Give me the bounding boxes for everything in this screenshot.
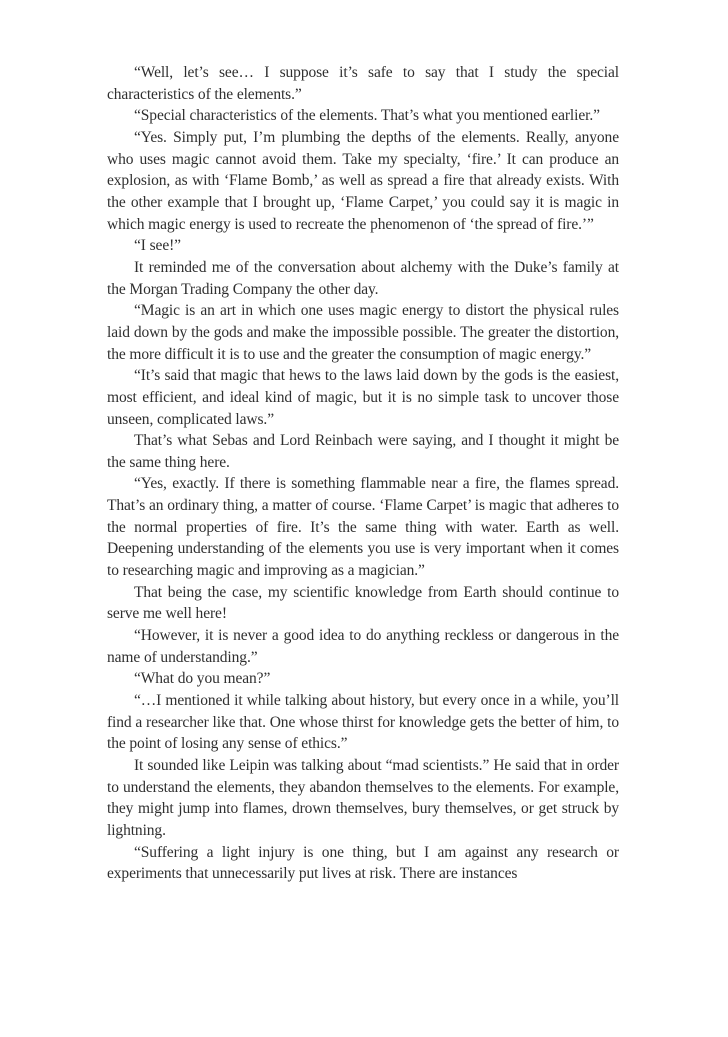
paragraph: It reminded me of the conversation about alchemy with the Duke’s family at the Morgan Trading Company the other day.: [107, 258, 619, 298]
paragraph: “Yes, exactly. If there is something flammable near a fire, the flames spread. That’s an ordinary thing, a matter of course. ‘Flame Carpet’ is magic that adheres to the normal properties of fire. It’s the same thing with water. Earth as well. Deepening understanding of the elements you use is very important when it comes to researching magic and improving as a magician.”: [107, 475, 619, 580]
page-text: [107, 62, 619, 885]
paragraph: That’s what Sebas and Lord Reinbach were saying, and I thought it might be the same thing here.: [107, 432, 619, 471]
paragraph: “However, it is never a good idea to do anything reckless or dangerous in the name of understanding.”: [107, 627, 619, 666]
paragraph: It sounded like Leipin was talking about “mad scientists.” He said that in order to understand the elements, they abandon themselves to the elements. For example, they might jump into flames, drown themselves, bury themselves, or get struck by lightning.: [107, 757, 619, 839]
paragraph: “Well, let’s see… I suppose it’s safe to say that I study the special characteristics of the elements.”: [107, 64, 619, 103]
paragraph: “What do you mean?”: [134, 670, 271, 688]
paragraph: “Special characteristics of the elements. That’s what you mentioned earlier.”: [134, 107, 600, 125]
paragraph: “Suffering a light injury is one thing, but I am against any research or experiments that unnecessarily put lives at risk. There are instances: [107, 843, 619, 883]
paragraph: “…I mentioned it while talking about history, but every once in a while, you’ll find a researcher like that. One whose thirst for knowledge gets the better of him, to the point of losing any sense of ethics.”: [107, 692, 619, 753]
paragraph: “Magic is an art in which one uses magic energy to distort the physical rules laid down by the gods and make the impossible possible. The greater the distortion, the more difficult it is to use and the greater the consumption of magic energy.”: [107, 302, 619, 363]
paragraph: “It’s said that magic that hews to the laws laid down by the gods is the easiest, most efficient, and ideal kind of magic, but it is no simple task to uncover those unseen, complicated laws.”: [107, 367, 619, 428]
paragraph: “Yes. Simply put, I’m plumbing the depths of the elements. Really, anyone who uses magic cannot avoid them. Take my specialty, ‘fire.’ It can produce an explosion, as with ‘Flame Bomb,’ as well as spread a fire that already exists. With the other example that I brought up, ‘Flame Carpet,’ you could say it is magic in which magic energy is used to recreate the phenomenon of ‘the spread of fire.’”: [107, 128, 619, 233]
paragraph: “I see!”: [134, 237, 181, 255]
paragraph: That being the case, my scientific knowledge from Earth should continue to serve me well here!: [107, 583, 619, 623]
